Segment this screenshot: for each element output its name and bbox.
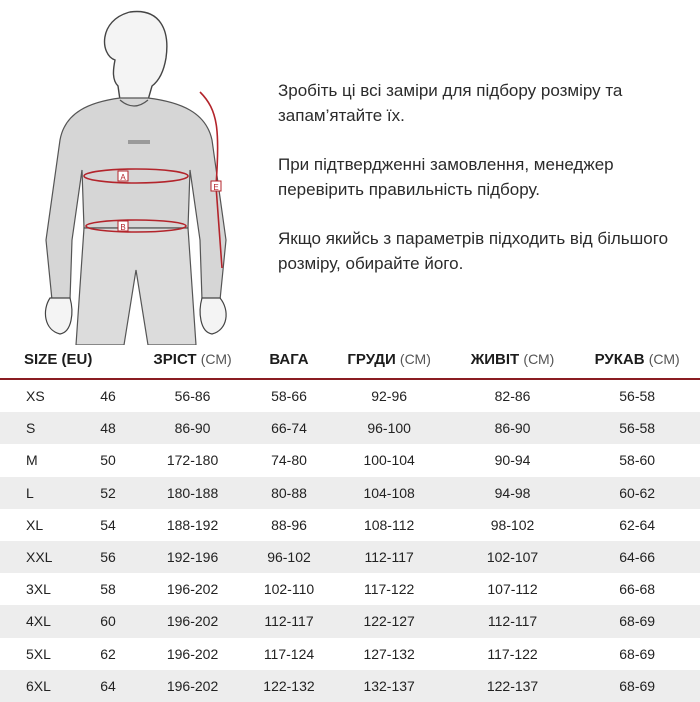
cell-height: 196-202 (135, 605, 251, 637)
table-header-row (0, 340, 700, 379)
cell-size: 3XL (26, 581, 51, 598)
cell-eu: 64 (92, 670, 134, 702)
table-row (0, 477, 700, 509)
cell-size: 5XL (26, 645, 51, 662)
body-measurement-figure (20, 0, 250, 345)
cell-waist: 122-137 (451, 670, 575, 702)
cell-eu: 54 (100, 516, 116, 533)
cell-height: 192-196 (135, 541, 251, 573)
cell-sleeve: 62-64 (619, 516, 656, 533)
cell-size: 4XL (0, 605, 92, 637)
table-row (0, 412, 700, 444)
instruction-paragraph-3: Якщо якийсь з параметрів підходить від більшого розміру, обирайте його. (278, 229, 669, 273)
cell-waist: 112-117 (451, 605, 575, 637)
table-row (0, 638, 700, 670)
table-row (0, 509, 700, 541)
cell-chest: 96-100 (327, 412, 450, 444)
table-row (0, 444, 700, 476)
cell-eu: 50 (100, 452, 116, 469)
cell-weight: 58-66 (271, 388, 307, 405)
cell-weight: 112-117 (250, 605, 327, 637)
cell-eu: 52 (92, 477, 134, 509)
table-row (0, 573, 700, 605)
cell-size: XL (26, 516, 44, 533)
header-weight: ВАГА (250, 340, 327, 379)
cell-height: 86-90 (135, 412, 251, 444)
svg-text:E: E (213, 183, 219, 192)
cell-weight: 102-110 (263, 581, 315, 598)
cell-weight: 74-80 (271, 452, 307, 469)
cell-waist: 90-94 (494, 452, 531, 469)
cell-sleeve: 68-69 (574, 605, 700, 637)
header-sleeve: РУКАВ (СМ) (574, 340, 700, 379)
cell-chest: 108-112 (363, 516, 415, 533)
cell-chest: 132-137 (327, 670, 450, 702)
cell-size: S (0, 412, 92, 444)
cell-chest: 127-132 (363, 645, 415, 662)
cell-height: 196-202 (166, 581, 219, 598)
cell-height: 172-180 (166, 452, 219, 469)
header-chest: ГРУДИ (СМ) (327, 340, 450, 379)
cell-weight: 80-88 (250, 477, 327, 509)
cell-waist: 86-90 (451, 412, 575, 444)
cell-sleeve: 66-68 (619, 581, 656, 598)
size-chart-table (0, 340, 700, 702)
table-row (0, 670, 700, 702)
cell-size: XS (26, 388, 45, 405)
cell-weight: 96-102 (250, 541, 327, 573)
cell-chest: 100-104 (363, 452, 415, 469)
cell-weight: 66-74 (250, 412, 327, 444)
table-row (0, 541, 700, 573)
cell-height: 188-192 (166, 516, 219, 533)
cell-chest: 104-108 (327, 477, 450, 509)
cell-weight: 88-96 (271, 516, 307, 533)
cell-sleeve: 68-69 (619, 645, 656, 662)
cell-size: M (26, 452, 38, 469)
instructions-block (278, 78, 688, 300)
cell-waist: 102-107 (451, 541, 575, 573)
table-row (0, 605, 700, 637)
cell-eu: 46 (100, 388, 116, 405)
cell-chest: 117-122 (363, 581, 415, 598)
header-waist: ЖИВІТ (СМ) (451, 340, 575, 379)
cell-size: XXL (0, 541, 92, 573)
svg-text:A: A (120, 173, 126, 182)
cell-waist: 98-102 (490, 516, 535, 533)
cell-eu: 48 (92, 412, 134, 444)
cell-height: 56-86 (174, 388, 211, 405)
cell-size: 6XL (0, 670, 92, 702)
cell-height: 196-202 (166, 645, 219, 662)
cell-waist: 117-122 (487, 645, 538, 662)
cell-sleeve: 56-58 (574, 412, 700, 444)
cell-sleeve: 60-62 (574, 477, 700, 509)
cell-chest: 92-96 (371, 388, 408, 405)
cell-weight: 117-124 (263, 645, 315, 662)
cell-eu: 62 (100, 645, 116, 662)
header-size: SIZE (EU) (0, 340, 135, 379)
cell-sleeve: 56-58 (619, 388, 656, 405)
cell-waist: 82-86 (494, 388, 531, 405)
header-height: ЗРІСТ (СМ) (135, 340, 251, 379)
cell-waist: 94-98 (451, 477, 575, 509)
body-silhouette-icon (20, 0, 250, 345)
cell-eu: 60 (92, 605, 134, 637)
cell-sleeve: 58-60 (619, 452, 656, 469)
cell-sleeve: 64-66 (574, 541, 700, 573)
cell-chest: 122-127 (327, 605, 450, 637)
table-row (0, 379, 700, 412)
cell-weight: 122-132 (250, 670, 327, 702)
cell-height: 196-202 (135, 670, 251, 702)
cell-height: 180-188 (135, 477, 251, 509)
svg-text:B: B (120, 223, 126, 232)
cell-eu: 58 (100, 581, 116, 598)
cell-size: L (0, 477, 92, 509)
instruction-paragraph-1: Зробіть ці всі заміри для підбору розміру та запам’ятайте їх. (278, 81, 623, 125)
cell-chest: 112-117 (327, 541, 450, 573)
cell-waist: 107-112 (487, 581, 538, 598)
cell-sleeve: 68-69 (574, 670, 700, 702)
instruction-paragraph-2: При підтвердженні замовлення, менеджер перевірить правильність підбору. (278, 155, 614, 199)
cell-eu: 56 (92, 541, 134, 573)
